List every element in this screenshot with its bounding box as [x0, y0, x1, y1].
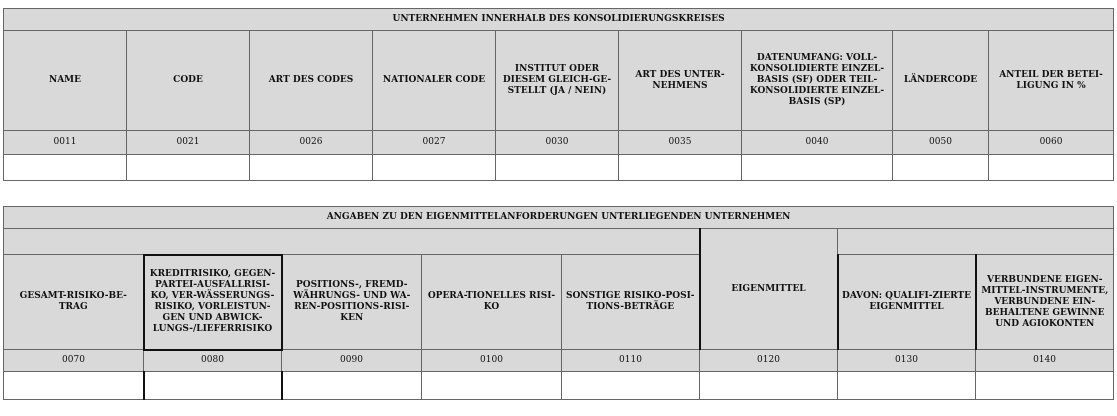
table2-title-row [4, 207, 1114, 229]
code-cell: 0090 [282, 350, 422, 372]
consolidation-entities-table [3, 8, 1114, 181]
table2-data-row [4, 372, 1114, 400]
col-header-verbundene: VERBUNDENE EIGEN-MITTEL-INSTRUMENTE, VERBUNDENE EIN-BEHALTENE GEWINNE UND AGIOKONTEN [976, 255, 1114, 350]
col-header-art-des-unternehmens: ART DES UNTER-NEHMENS [619, 31, 742, 131]
code-cell: 0070 [4, 350, 144, 372]
col-header-anteil: ANTEIL DER BETEI-LIGUNG IN % [989, 31, 1114, 131]
table1-code-row [4, 131, 1114, 155]
col-header-art-des-codes: ART DES CODES [250, 31, 373, 131]
col-header-code: CODE [127, 31, 250, 131]
data-cell [619, 155, 742, 181]
header-spacer-right [838, 229, 1114, 255]
code-cell: 0100 [422, 350, 562, 372]
data-cell [893, 155, 989, 181]
data-cell [127, 155, 250, 181]
code-cell: 0140 [976, 350, 1114, 372]
col-header-nationaler-code: NATIONALER CODE [373, 31, 496, 131]
col-header-gesamt-risiko: GESAMT-RISIKO-BE-TRAG [4, 255, 144, 350]
col-header-positionsrisiken: POSITIONS-, FREMD-WÄHRUNGS- UND WA-REN-POSITIONS-RISI-KEN [282, 255, 422, 350]
header-spacer-left [4, 229, 700, 255]
col-header-sonstige: SONSTIGE RISIKO-POSI-TIONS-BETRÄGE [562, 255, 700, 350]
data-cell [4, 372, 144, 400]
col-header-eigenmittel: EIGENMITTEL [700, 229, 838, 350]
col-header-name: NAME [4, 31, 127, 131]
code-cell: 0050 [893, 131, 989, 155]
data-cell [976, 372, 1114, 400]
table1-title: UNTERNEHMEN INNERHALB DES KONSOLIDIERUNGSKREISES [4, 9, 1114, 31]
table2-spacer-row [4, 229, 1114, 255]
code-cell: 0110 [562, 350, 700, 372]
code-cell: 0011 [4, 131, 127, 155]
data-cell [989, 155, 1114, 181]
data-cell [144, 372, 282, 400]
col-header-institut: INSTITUT ODER DIESEM GLEICH-GE-STELLT (JA / NEIN) [496, 31, 619, 131]
code-cell: 0026 [250, 131, 373, 155]
data-cell [282, 372, 422, 400]
code-cell: 0030 [496, 131, 619, 155]
col-header-qualifizierte-eigenmittel: DAVON: QUALIFI-ZIERTE EIGENMITTEL [838, 255, 976, 350]
code-cell: 0035 [619, 131, 742, 155]
code-cell: 0120 [700, 350, 838, 372]
own-funds-requirements-table [3, 206, 1114, 400]
col-header-operationelles-risiko: OPERA-TIONELLES RISI-KO [422, 255, 562, 350]
code-cell: 0130 [838, 350, 976, 372]
data-cell [4, 155, 127, 181]
code-cell: 0060 [989, 131, 1114, 155]
table1-data-row [4, 155, 1114, 181]
data-cell [250, 155, 373, 181]
table2-header-row [4, 255, 1114, 350]
col-header-kreditrisiko: KREDITRISIKO, GEGEN-PARTEI-AUSFALLRISI-KO, VER-WÄSSERUNGS-RISIKO, VORLEISTUN-GEN UND ABWICK-LUNGS-/LIEFERRISIKO [144, 255, 282, 350]
data-cell [373, 155, 496, 181]
data-cell [562, 372, 700, 400]
code-cell: 0021 [127, 131, 250, 155]
data-cell [422, 372, 562, 400]
code-cell: 0027 [373, 131, 496, 155]
code-cell: 0040 [742, 131, 893, 155]
code-cell: 0080 [144, 350, 282, 372]
table1-header-row [4, 31, 1114, 131]
data-cell [700, 372, 838, 400]
table1-title-row [4, 9, 1114, 31]
col-header-datenumfang: DATENUMFANG: VOLL-KONSOLIDIERTE EINZEL-BASIS (SF) ODER TEIL-KONSOLIDIERTE EINZEL-BASIS (SP) [742, 31, 893, 131]
data-cell [742, 155, 893, 181]
col-header-laendercode: LÄNDERCODE [893, 31, 989, 131]
data-cell [496, 155, 619, 181]
table2-code-row [4, 350, 1114, 372]
table2-title: ANGABEN ZU DEN EIGENMITTELANFORDERUNGEN UNTERLIEGENDEN UNTERNEHMEN [4, 207, 1114, 229]
data-cell [838, 372, 976, 400]
